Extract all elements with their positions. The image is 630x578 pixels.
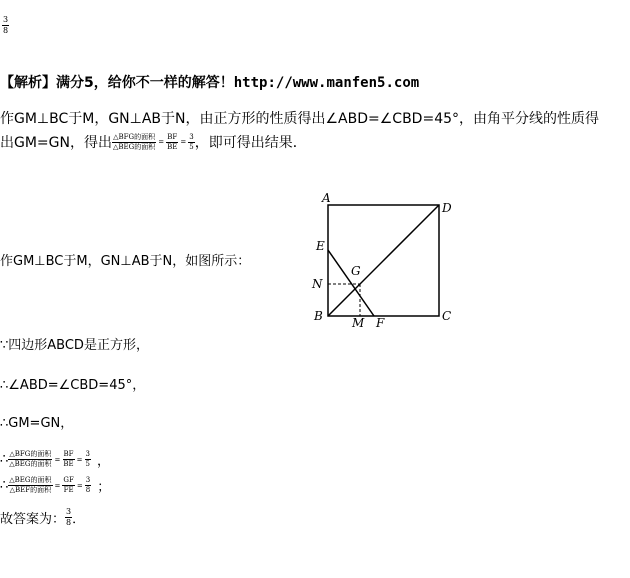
equals-sign: =: [76, 481, 83, 490]
equals-sign: =: [54, 481, 61, 490]
fraction-denominator: 8: [85, 486, 91, 494]
fraction-denominator: BE: [63, 460, 74, 468]
step-5-tail: ；: [97, 480, 111, 495]
segment-ratio-fraction: [166, 134, 178, 151]
fraction-denominator: BE: [167, 142, 178, 151]
conclusion: [0, 508, 85, 527]
label-m: M: [352, 316, 365, 330]
fraction-denominator: △BEG的面积: [112, 142, 156, 151]
fraction-numerator: BF: [167, 132, 178, 141]
fraction-numerator: GF: [63, 476, 74, 484]
answer-fraction: [65, 508, 72, 527]
equals-sign: =: [180, 138, 187, 146]
fraction-denominator: FE: [63, 486, 74, 494]
label-a: A: [322, 191, 331, 205]
label-f: F: [376, 316, 385, 330]
label-e: E: [316, 239, 325, 253]
segment-ratio-fraction: [62, 451, 74, 468]
square-figure: [300, 188, 470, 330]
label-d: D: [442, 201, 452, 215]
fraction-numerator: 3: [66, 507, 72, 516]
segment-ef: [328, 250, 374, 316]
step-3: ∴GM=GN，: [0, 416, 74, 431]
fraction-denominator: 5: [189, 142, 194, 151]
step-4-tail: ，: [97, 454, 111, 469]
step-4: [0, 450, 110, 469]
diagonal-bd: [328, 205, 439, 316]
fraction-denominator: 5: [85, 460, 90, 468]
analysis-line-2-tail: ，即可得出结果．: [194, 135, 307, 151]
label-n: N: [312, 277, 323, 291]
analysis-line-2: [0, 132, 307, 152]
fraction-numerator: 3: [85, 476, 91, 484]
fraction-numerator: △BFG的面积: [113, 132, 156, 141]
fraction-denominator: △BEG的面积: [9, 460, 52, 468]
analysis-line-2-lead: 出GM=GN，得出: [0, 135, 112, 151]
step-1: ∵四边形ABCD是正方形，: [0, 338, 149, 353]
fraction-denominator: △BEF的面积: [9, 486, 52, 494]
analysis-title: 【解析】满分5，给你不一样的解答！: [0, 75, 234, 91]
fraction-denominator: 8: [66, 518, 72, 527]
step-2: ∴∠ABD=∠CBD=45°，: [0, 378, 146, 393]
equals-sign: =: [158, 138, 165, 146]
fraction-numerator: △BFG的面积: [9, 450, 52, 458]
therefore-symbol: ∴: [0, 452, 9, 467]
fraction-numerator: BF: [63, 450, 74, 458]
label-g: G: [351, 264, 361, 278]
label-c: C: [442, 309, 452, 323]
value-fraction: [85, 477, 91, 494]
analysis-heading: [0, 72, 419, 92]
segment-ratio-fraction: [62, 477, 74, 494]
figure-caption: 作GM⊥BC于M，GN⊥AB于N，如图所示：: [0, 254, 251, 269]
conclusion-tail: ．: [72, 512, 86, 527]
label-b: B: [314, 309, 323, 323]
value-fraction: [85, 451, 91, 468]
fraction-numerator: 3: [85, 450, 90, 458]
fraction-numerator: △BEG的面积: [9, 476, 52, 484]
area-ratio-fraction: [8, 477, 52, 494]
fraction-numerator: 3: [189, 132, 194, 141]
equals-sign: =: [54, 455, 61, 464]
area-ratio-fraction: [112, 134, 156, 151]
step-5: [0, 476, 110, 495]
therefore-symbol: ∴: [0, 478, 9, 493]
answer-fraction-top: [2, 15, 9, 35]
equals-sign: =: [76, 455, 83, 464]
answer-numerator: 3: [3, 15, 9, 24]
answer-denominator: 8: [3, 26, 9, 35]
analysis-line-1: 作GM⊥BC于M，GN⊥AB于N，由正方形的性质得出∠ABD=∠CBD=45°，由角平分线的性质得: [0, 111, 600, 127]
source-url: http://www.manfen5.com: [233, 75, 420, 91]
area-ratio-fraction: [8, 451, 52, 468]
conclusion-label: 故答案为：: [0, 512, 66, 527]
